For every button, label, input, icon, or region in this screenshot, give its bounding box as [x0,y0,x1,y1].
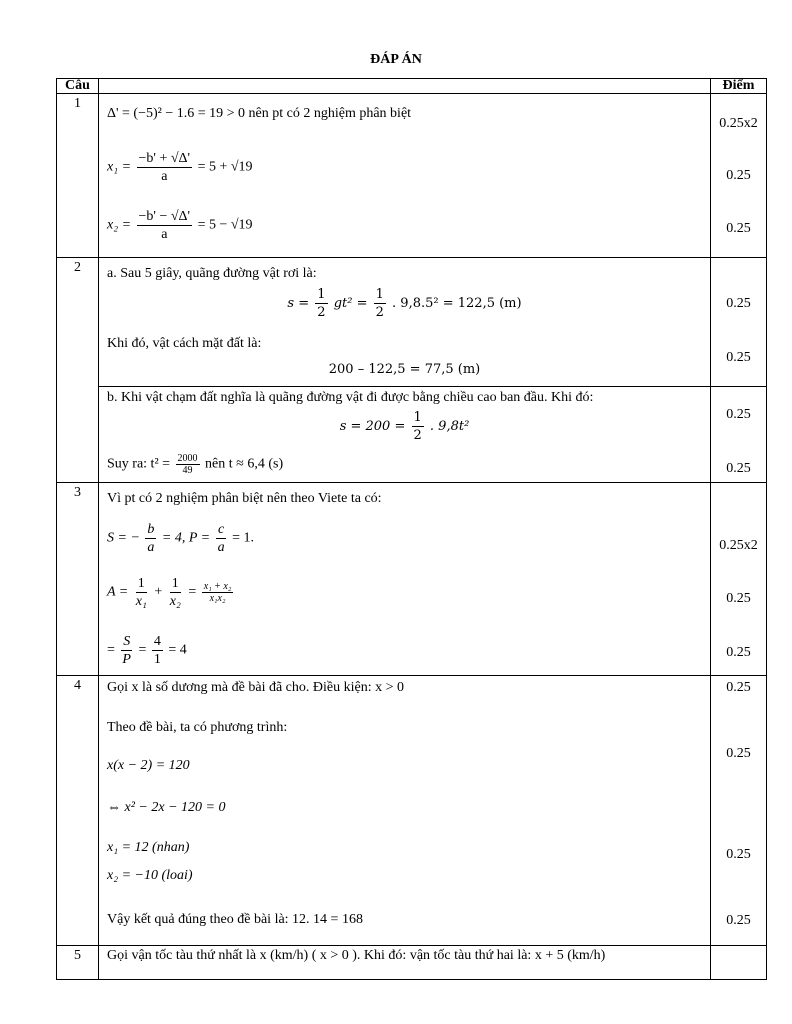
delta-line: Δ' = (−5)² − 1.6 = 19 > 0 nên pt có 2 nghiệm phân biệt [107,106,412,121]
viete-intro: Vì pt có 2 nghiệm phân biệt nên theo Viete ta có: [107,491,382,506]
header-content [99,79,711,94]
page-title: ĐÁP ÁN [370,52,422,67]
sum-product-formula: S = − $\frac{b}{a}$ = 4, P = $\frac{c}{a}$ = 1. [107,522,255,555]
points-cell [711,676,767,946]
point-value: 0.25 [726,350,751,365]
quadratic-line: ⇔ x² − 2x − 120 = 0 [107,800,226,815]
point-value: 0.25 [726,168,751,183]
table-row [57,258,767,387]
table-row [57,94,767,258]
point-value: 0.25 [726,746,751,761]
part-a-text: a. Sau 5 giây, quãng đường vật rơi là: [107,266,317,281]
question-number: 4 [57,676,99,946]
answer-content [99,258,711,387]
points-cell [711,483,767,676]
answer-table [56,78,767,980]
points-cell [711,258,767,387]
equation-line: x(x − 2) = 120 [107,758,190,773]
point-value: 0.25 [726,461,751,476]
question-number: 2 [57,258,99,483]
answer-content [99,94,711,258]
point-value: 0.25 [726,645,751,660]
question-number: 1 [57,94,99,258]
table-row [57,676,767,946]
time-result: Suy ra: t² = $\frac{2000}{49}$ nên t ≈ 6,4 (s) [107,453,284,476]
point-value: 0.25 [726,680,751,695]
point-value: 0.25 [726,221,751,236]
answer-content [99,483,711,676]
part-a-text-2: Khi đó, vật cách mặt đất là: [107,336,262,351]
question-number: 3 [57,483,99,676]
result-formula: = $\frac{S}{P}$ = $\frac{4}{1}$ = 4 [107,634,187,667]
x2-formula: x₂ = $\frac{-b' - √\Delta'}{a}$ = 5 − √19 [107,209,253,242]
answer-content [99,676,711,946]
height-formula: 200 – 122,5 = 77,5 (m) [328,362,481,377]
a-formula: A = $\frac{1}{\text{x₁}}$ + $\frac{1}{\text{x₂}}$ = $\frac{\text{x₁ + x₂}}{\text{x₁x₂}}$ [107,576,232,609]
points-cell [711,946,767,980]
table-row [57,387,767,483]
part-b-text: b. Khi vật chạm đất nghĩa là quãng đường vật đi được bằng chiều cao ban đầu. Khi đó: [107,390,594,405]
root2-line: x₂ = −10 (loai) [107,868,193,883]
equation-intro: Theo đề bài, ta có phương trình: [107,720,288,735]
x1-formula: x₁ = $\frac{-b' + √\Delta'}{a}$ = 5 + √19 [107,151,253,184]
points-cell [711,387,767,483]
point-value: 0.25 [726,847,751,862]
speed-line: Gọi vận tốc tàu thứ nhất là x (km/h) ( x > 0 ). Khi đó: vận tốc tàu thứ hai là: x + 5 (km/h) [107,948,606,963]
point-value: 0.25 [726,591,751,606]
table-row [57,946,767,980]
answer-content [99,387,711,483]
table-row [57,483,767,676]
impact-formula: s = 200 = $\frac{1}{2}$ . 9,8t² [339,410,470,443]
point-value: 0.25 [726,913,751,928]
point-value: 0.25x2 [719,116,758,131]
point-value: 0.25 [726,407,751,422]
question-number: 5 [57,946,99,980]
point-value: 0.25 [726,296,751,311]
point-value: 0.25x2 [719,538,758,553]
table-header-row [57,79,767,94]
points-cell [711,94,767,258]
header-cau: Câu [57,79,99,94]
condition-line: Gọi x là số dương mà đề bài đã cho. Điều kiện: x > 0 [107,680,404,695]
fall-distance-formula: s = $\frac{1}{2}$ gt² = $\frac{1}{2}$ . 9,8.5² = 122,5 (m) [287,287,522,320]
conclusion-line: Vậy kết quả đúng theo đề bài là: 12. 14 = 168 [107,912,363,927]
header-points: Điểm [711,79,767,94]
answer-content [99,946,711,980]
root1-line: x₁ = 12 (nhan) [107,840,190,855]
